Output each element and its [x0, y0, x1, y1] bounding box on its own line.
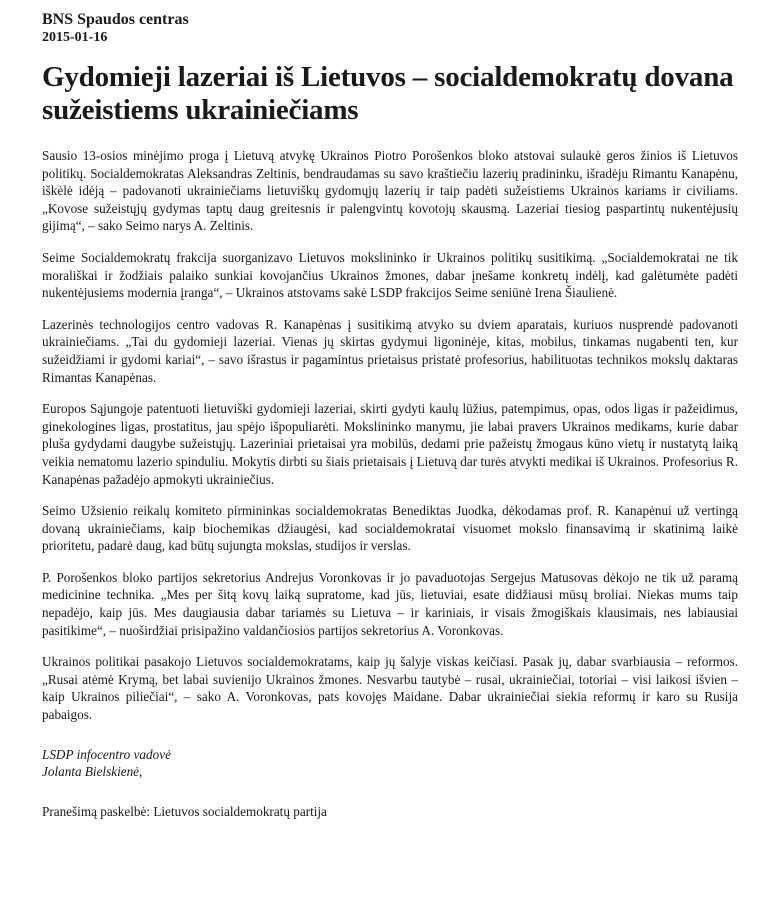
author-name: Jolanta Bielskienė,: [42, 764, 143, 780]
author-role: LSDP infocentro vadovė: [42, 746, 171, 762]
article-body: [42, 147, 738, 724]
article-paragraph: Seimo Užsienio reikalų komiteto pirmininkas socialdemokratas Benediktas Juodka, dėkodamas prof. R. Kanapėnui už vertingą dovaną ukrainiečiams, kaip biochemikas džiaugėsi, kad socialdemokratai visuomet mokslo finansavimą ir skatinimą laikė prioritetu, padarė daug, kad būtų sujungta mokslas, studijos ir verslas.: [42, 503, 738, 554]
article-paragraph: Ukrainos politikai pasakojo Lietuvos socialdemokratams, kaip jų šalyje viskas keičiasi. Pasak jų, dabar svarbiausia – reformos. „Rusai atėmė Krymą, bet labai suvienijo Ukrainos žmones. Nesvarbu tautybė – rusai, ukrainiečiai, totoriai – visi laikosi išvien – kaip Ukrainos piliečiai“, – sako A. Voronkovas, pats kovojęs Maidane. Dabar ukrainiečiai siekia reformų ir karo su Rusija pabaigos.: [42, 654, 738, 723]
article-paragraph: P. Porošenkos bloko partijos sekretorius Andrejus Voronkovas ir jo pavaduotojas Sergejus Matusovas dėkojo ne tik už paramą medicinine technika. „Mes per šitą kovų laiką supratome, kad jūs, lietuviai, esate didžiausi mūsų broliai. Niekas mums taip nepadėjo, kaip jūs. Mes daugiausia dabar tariamės su Lietuva – ir kariniais, ir visais žmogiškais klausimais, nes labiausiai pasitikime“, – nuoširdžiai prisipažino valdančiosios partijos sekretorius A. Voronkovas.: [42, 569, 738, 638]
author-signoff: [42, 746, 738, 781]
article-paragraph: Lazerinės technologijos centro vadovas R. Kanapėnas į susitikimą atvyko su dviem aparatais, kuriuos nusprendė padovanoti ukrainiečiams. „Tai du gydomieji lazeriai. Vienas jų skirtas gydymui ligoninėje, kitas, mobilus, tinkamas nugabenti ten, kur sužeidžiami ir gydomi kariai“, – savo išrastus ir pagamintus prietaisus pristatė profesorius, habilituotas technikos mokslų daktaras Rimantas Kanapėnas.: [42, 316, 738, 385]
article-paragraph: Sausio 13-osios minėjimo proga į Lietuvą atvykę Ukrainos Piotro Porošenkos bloko atstovai sulaukė geros žinios iš Lietuvos politikų. Socialdemokratas Aleksandras Zeltinis, bendraudamas su savo kraštiečiu lazerių pradininku, išradėju Rimantu Kanapėnu, iškėlė idėją – padovanoti ukrainiečiams lietuviškų gydomųjų lazerių ir taip padėti sužeistiems Ukrainos kariams ir civiliams. „Kovose sužeistųjų gydymas taptų daug greitesnis ir palengvintų kovotojų skausmą. Lazeriai tiesiog paspartintų nukentėjusių gijimą“, – sako Seimo narys A. Zeltinis.: [42, 148, 738, 234]
news-agency: BNS Spaudos centras: [42, 11, 189, 28]
article-paragraph: Seime Socialdemokratų frakcija suorganizavo Lietuvos mokslininko ir Ukrainos politikų susitikimą. „Socialdemokratai ne tik morališkai ir žodžiais palaiko sunkiai kovojančius Ukrainos žmones, dabar įnešame konkretų indėlį, kad galėtumėte padėti nukentėjusiems modernia įranga“, – Ukrainos atstovams sakė LSDP frakcijos Seime seniūnė Irena Šiaulienė.: [42, 249, 738, 301]
publication-date: 2015-01-16: [42, 30, 108, 45]
article-paragraph: Europos Sąjungoje patentuoti lietuviški gydomieji lazeriai, skirti gydyti kaulų lūžius, patempimus, opas, odos ligas ir pažeidimus, ginekologines ligas, prostatitus, jau spėjo išpopuliarėti. Mokslininko manymu, jie labai pravers Ukrainos medikams, kurie dabar pluša gydydami daugybe sužeistųjų. Lazeriniai prietaisai yra mobilūs, dedami prie pažeistų žmogaus kūno vietų ir nustatytą laiką veikia nematomu lazerio spinduliu. Mokytis dirbti su šiais prietaisais į Lietuvą dar turės atvykti medikai iš Ukrainos. Profesorius R. Kanapėnas pažadėjo apmokyti ukrainiečius.: [42, 401, 738, 487]
article-title: Gydomieji lazeriai iš Lietuvos – socialdemokratų dovana sužeistiems ukrainiečiams: [42, 61, 734, 126]
publisher-line: Pranešimą paskelbė: Lietuvos socialdemokratų partija: [42, 803, 327, 819]
